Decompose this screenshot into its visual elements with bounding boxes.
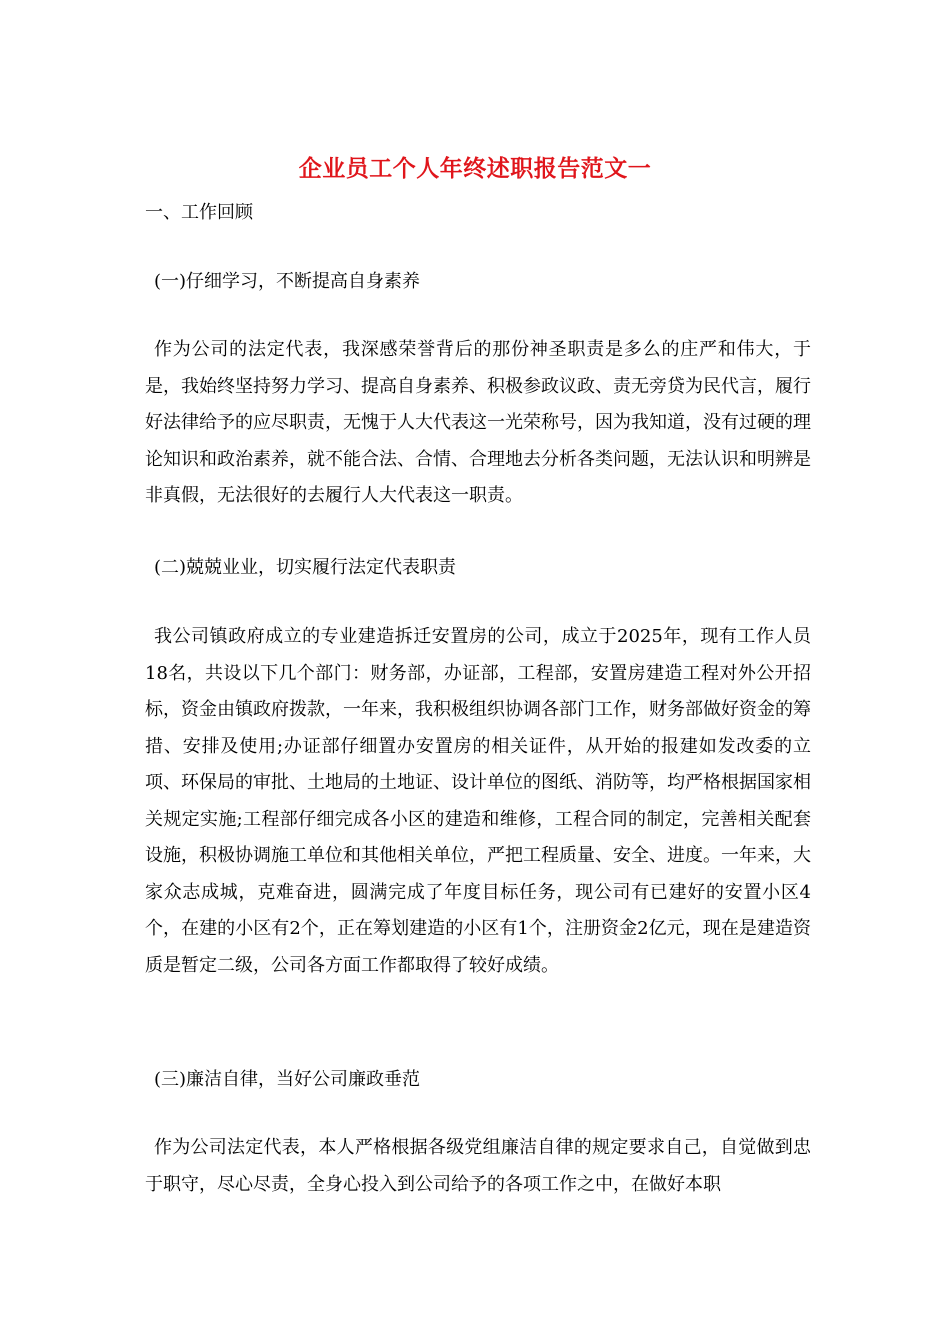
paragraph-duties: 我公司镇政府成立的专业建造拆迁安置房的公司，成立于2025年，现有工作人员18名，共设以下几个部门：财务部，办证部，工程部，安置房建造工程对外公开招标，资金由镇政府拨款，一年来，我积极组织协调各部门工作，财务部做好资金的筹措、安排及使用;办证部仔细置办安置房的相关证件，从开始的报建如发改委的立项、环保局的审批、土地局的土地证、设计单位的图纸、消防等，均严格根据国家相关规定实施;工程部仔细完成各小区的建造和维修，工程合同的制定，完善相关配套设施，积极协调施工单位和其他相关单位，严把工程质量、安全、进度。一年来，大家众志成城，克难奋进，圆满完成了年度目标任务，现公司有已建好的安置小区4个，在建的小区有2个，正在筹划建造的小区有1个，注册资金2亿元，现在是建造资质是暂定二级，公司各方面工作都取得了较好成绩。 — [145, 626, 811, 976]
subheading-study: (一)仔细学习，不断提高自身素养 — [154, 271, 421, 292]
paragraph-study: 作为公司的法定代表，我深感荣誉背后的那份神圣职责是多么的庄严和伟大，于是，我始终坚持努力学习、提高自身素养、积极参政议政、责无旁贷为民代言，履行好法律给予的应尽职责，无愧于人大代表这一光荣称号，因为我知道，没有过硬的理论知识和政治素养，就不能合法、合情、合理地去分析各类问题，无法认识和明辨是非真假，无法很好的去履行人大代表这一职责。 — [145, 339, 811, 506]
subheading-duties: (二)兢兢业业，切实履行法定代表职责 — [154, 557, 457, 578]
subheading-integrity: (三)廉洁自律，当好公司廉政垂范 — [154, 1069, 421, 1090]
section-heading-work-review: 一、工作回顾 — [145, 202, 253, 223]
document-title: 企业员工个人年终述职报告范文一 — [298, 155, 652, 182]
paragraph-integrity: 作为公司法定代表，本人严格根据各级党组廉洁自律的规定要求自己，自觉做到忠于职守，尽心尽责，全身心投入到公司给予的各项工作之中，在做好本职 — [145, 1137, 811, 1195]
